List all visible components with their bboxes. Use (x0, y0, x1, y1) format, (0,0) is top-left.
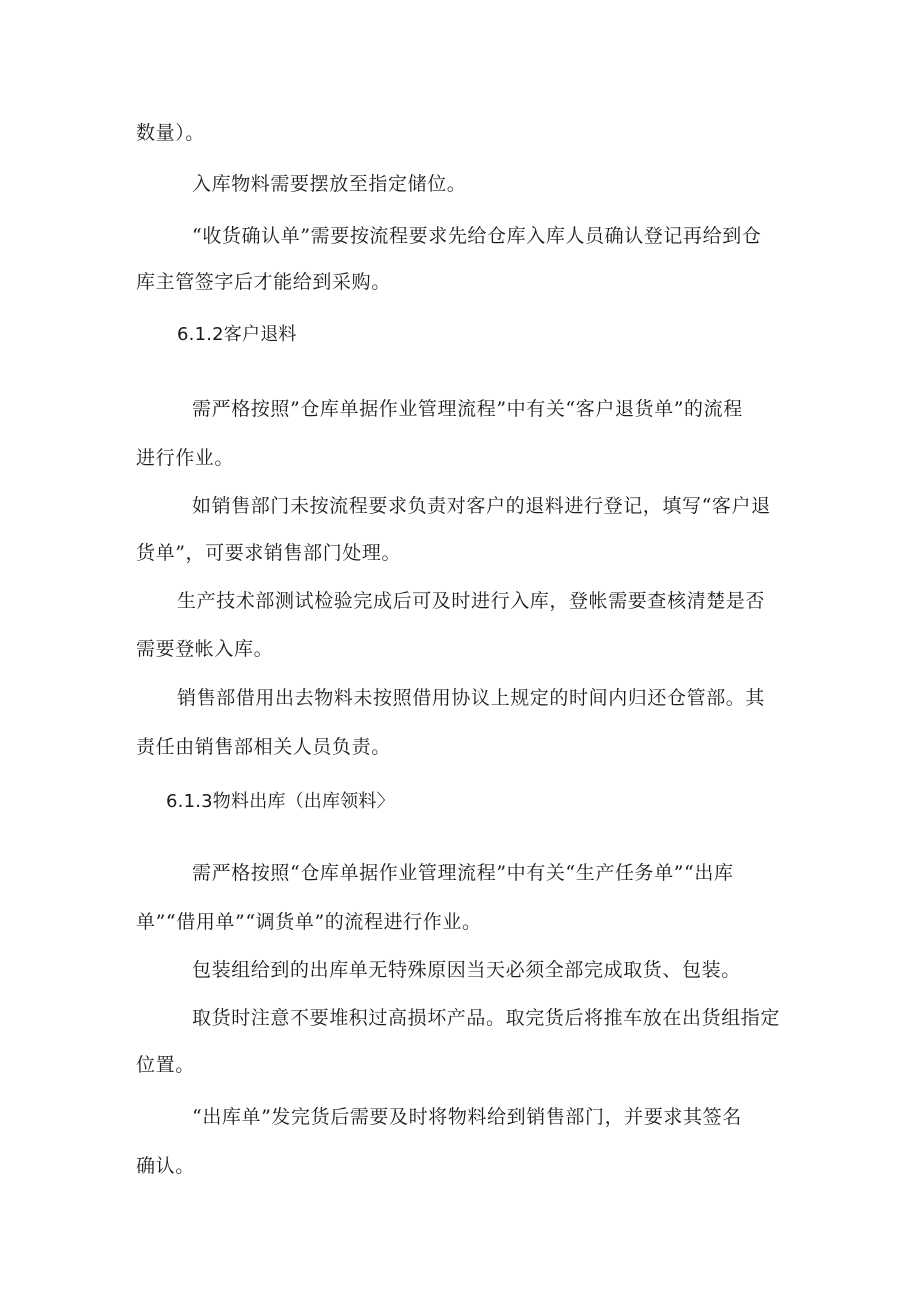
paragraph-line: 单”“借用单”“调货单”的流程进行作业。 (136, 911, 482, 933)
paragraph-line: 货单”，可要求销售部门处理。 (136, 542, 402, 564)
paragraph-line: 取货时注意不要堆积过高损坏产品。取完货后将推车放在出货组指定 (192, 1007, 781, 1029)
paragraph-line: “出库单”发完货后需要及时将物料给到销售部门，并要求其签名 (192, 1106, 742, 1128)
paragraph-line: 销售部借用出去物料未按照借用协议上规定的时间内归还仓管部。其 (177, 687, 766, 709)
paragraph-line: 库主管签字后才能给到采购。 (136, 271, 391, 293)
paragraph-line: 数量）。 (136, 122, 205, 144)
paragraph-line: 包装组给到的出库单无特殊原因当天必须全部完成取货、包装。 (192, 959, 741, 981)
section-heading-6-1-3: 6.1.3物料出库（出库领料〉 (166, 791, 395, 812)
paragraph-line: 责任由销售部相关人员负责。 (136, 736, 391, 758)
paragraph-line: 位置。 (136, 1054, 195, 1076)
paragraph-line: 生产技术部测试检验完成后可及时进行入库，登帐需要查核清楚是否 (177, 590, 766, 612)
paragraph-line: 确认。 (136, 1155, 195, 1177)
paragraph-line: 入库物料需要摆放至指定储位。 (192, 173, 467, 195)
paragraph-line: 需严格按照“仓库单据作业管理流程”中有关“生产任务单”“出库 (192, 862, 734, 884)
paragraph-line: “收货确认单”需要按流程要求先给仓库入库人员确认登记再给到仓 (192, 225, 762, 247)
paragraph-line: 需要登帐入库。 (136, 638, 274, 660)
paragraph-line: 进行作业。 (136, 447, 235, 469)
paragraph-line: 如销售部门未按流程要求负责对客户的退料进行登记，填写“客户退 (192, 495, 771, 517)
paragraph-line: 需严格按照”仓库单据作业管理流程”中有关“客户退货单”的流程 (192, 398, 743, 420)
section-heading-6-1-2: 6.1.2客户退料 (177, 324, 297, 345)
